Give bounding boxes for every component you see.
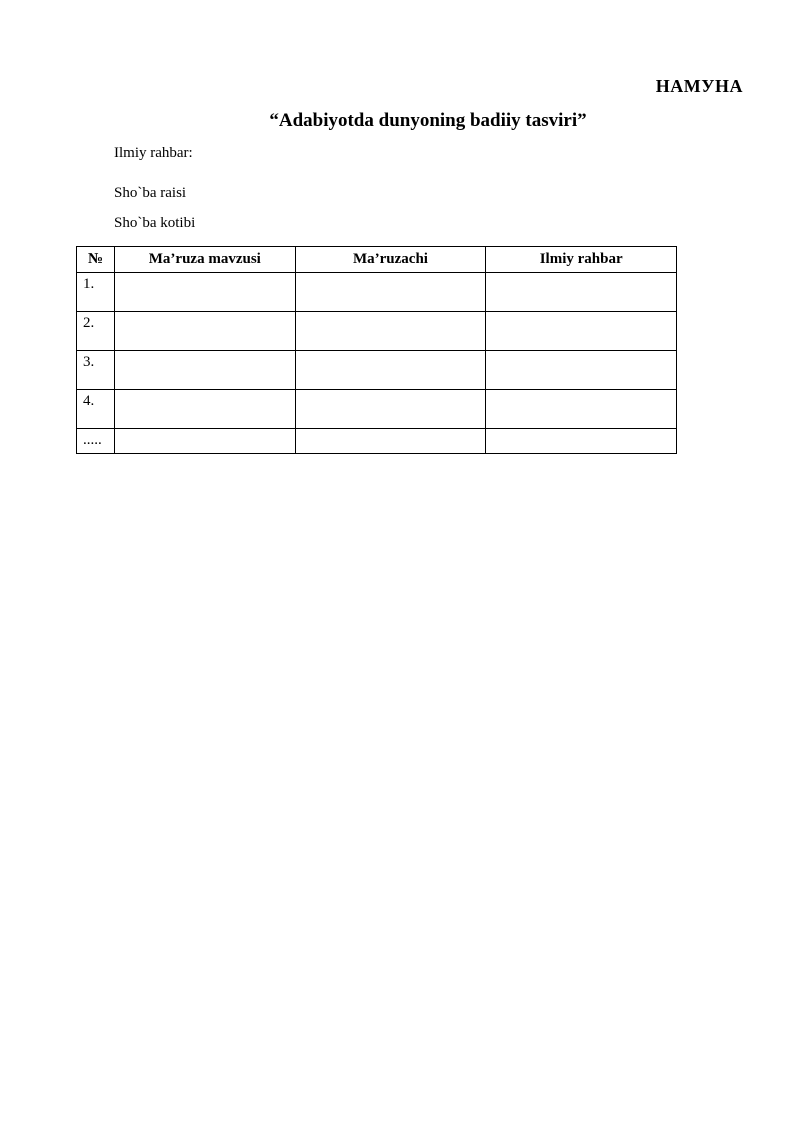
supervisor-cell	[486, 273, 677, 312]
column-header-supervisor: Ilmiy rahbar	[486, 247, 677, 273]
column-header-number: №	[77, 247, 115, 273]
speaker-cell	[295, 429, 486, 454]
row-number-cell: .....	[77, 429, 115, 454]
table-header-row	[77, 247, 677, 273]
topic-cell	[114, 351, 295, 390]
topic-cell	[114, 429, 295, 454]
document-title: “Adabiyotda dunyoning badiiy tasviri”	[269, 110, 587, 131]
topic-cell	[114, 390, 295, 429]
topic-cell	[114, 273, 295, 312]
speaker-cell	[295, 273, 486, 312]
speaker-cell	[295, 312, 486, 351]
supervisor-cell	[486, 429, 677, 454]
table-row	[77, 312, 677, 351]
table-row	[77, 351, 677, 390]
speaker-cell	[295, 351, 486, 390]
speaker-cell	[295, 390, 486, 429]
section-chair-label: Sho`ba raisi	[114, 185, 187, 201]
row-number-cell: 3.	[77, 351, 115, 390]
column-header-speaker: Ma’ruzachi	[295, 247, 486, 273]
table-row	[77, 390, 677, 429]
supervisor-cell	[486, 351, 677, 390]
row-number-cell: 4.	[77, 390, 115, 429]
supervisor-cell	[486, 390, 677, 429]
sample-label: НАМУНА	[655, 76, 743, 96]
table-row	[77, 273, 677, 312]
row-number-cell: 2.	[77, 312, 115, 351]
topic-cell	[114, 312, 295, 351]
section-secretary-label: Sho`ba kotibi	[114, 215, 196, 231]
supervisor-cell	[486, 312, 677, 351]
reports-table	[76, 246, 677, 454]
column-header-topic: Ma’ruza mavzusi	[114, 247, 295, 273]
table-row	[77, 429, 677, 454]
row-number-cell: 1.	[77, 273, 115, 312]
supervisor-field-label: Ilmiy rahbar:	[114, 145, 193, 161]
